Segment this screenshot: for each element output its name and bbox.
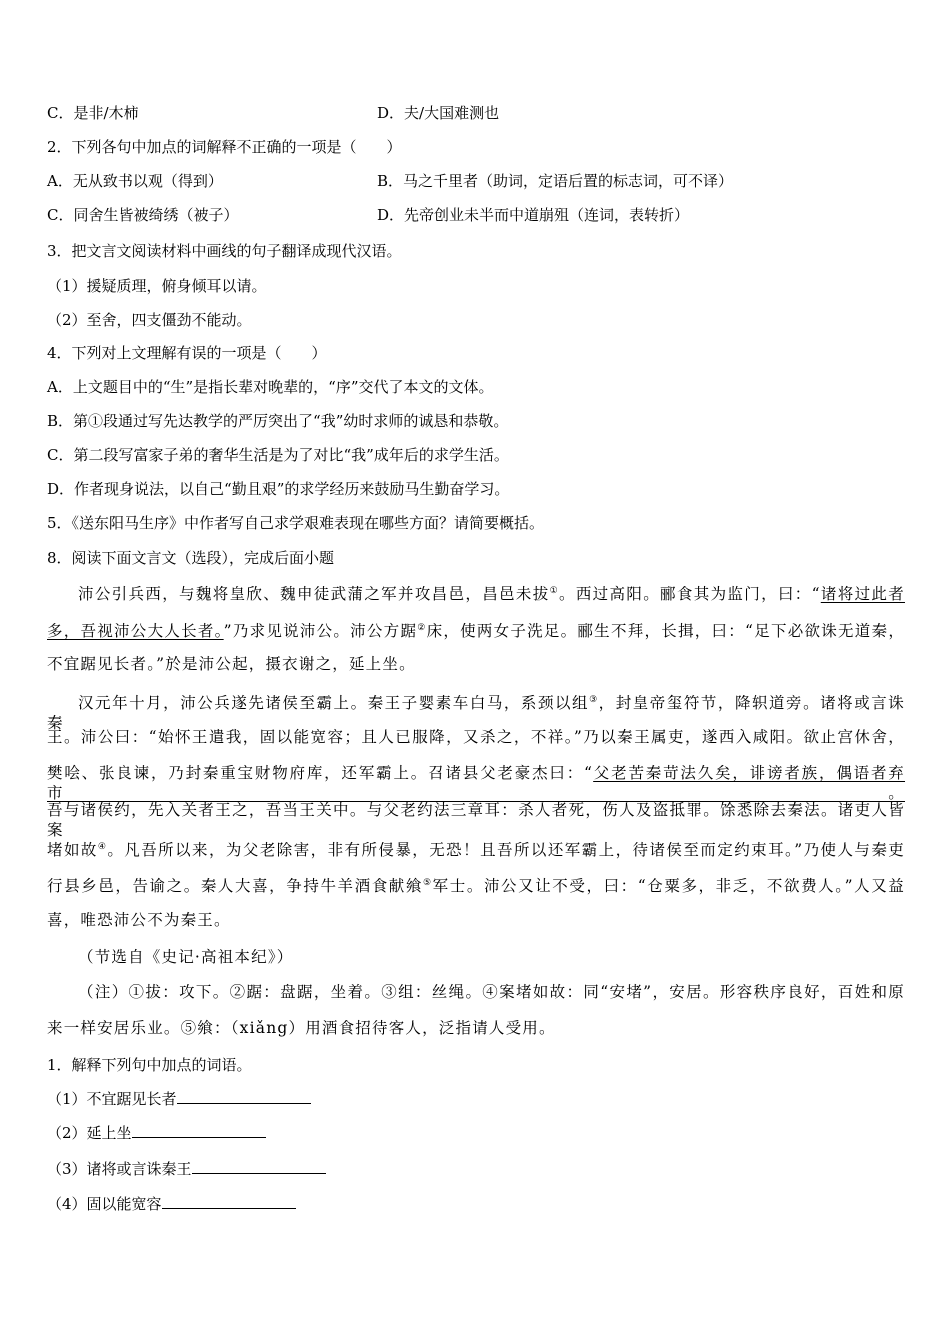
question-line	[47, 1159, 905, 1179]
passage-line	[47, 982, 905, 1002]
question-line	[47, 513, 905, 533]
line-text: （1）援疑质理，俯身倾耳以请。	[47, 277, 267, 295]
passage-line	[47, 910, 905, 930]
passage-line	[47, 581, 905, 604]
line-text: 2．下列各句中加点的词解释不正确的一项是（ ）	[47, 138, 402, 156]
passage-text: 汉元年十月，沛公兵遂先诸侯至霸上。秦王子婴素车白马，系颈以组	[78, 694, 590, 713]
line-text: 4．下列对上文理解有误的一项是（ ）	[47, 344, 327, 362]
question-line	[47, 548, 905, 568]
passage-text: 来一样安居乐业。⑤飨：（xiǎng）用酒食招待客人，泛指请人受用。	[47, 1019, 556, 1037]
question-line	[47, 1123, 905, 1143]
passage-text: 。西过高阳。郦食其为监门，曰：“	[559, 585, 821, 604]
passage-text: 喜，唯恐沛公不为秦王。	[47, 911, 231, 929]
question-line	[47, 205, 905, 225]
passage-text: 军士。沛公又让不受，曰：“仓粟多，非乏，不欲费人。”人又益	[432, 877, 906, 896]
question-line	[47, 276, 905, 296]
line-text: 5．《送东阳马生序》中作者写自己求学艰难表现在哪些方面？请简要概括。	[47, 514, 545, 532]
passage-text: 。凡吾所以来，为父老除害，非有所侵暴，无恐！且吾所以还军霸上，待诸侯至而定约束耳。”乃使人与秦吏	[107, 841, 905, 860]
passage-line	[47, 618, 905, 641]
footnote-marker: ①	[549, 586, 559, 596]
footnote-marker: ④	[97, 842, 108, 852]
passage-text: 沛公引兵西，与魏将皇欣、魏申徒武蒲之军并攻昌邑，昌邑未拔	[78, 585, 550, 604]
passage-text: （注）①拔：攻下。②踞：盘踞，坐着。③组：丝绳。④案堵如故：同“安堵”，安居。形容秩序良好，百姓和原	[78, 983, 905, 1001]
question-line	[47, 377, 905, 397]
passage-text: 王。沛公曰：“始怀王遣我，固以能宽容；且人已服降，又杀之，不祥。”乃以秦王属吏，遂西入咸阳。欲止宫休舍，	[47, 728, 905, 746]
question-line	[47, 343, 905, 363]
line-text: （2）至舍，四支僵劲不能动。	[47, 311, 252, 329]
passage-line	[47, 873, 905, 896]
answer-blank[interactable]	[177, 1089, 311, 1104]
question-line	[47, 445, 905, 465]
line-text: （1）不宜踞见长者	[47, 1090, 177, 1108]
passage-line	[47, 947, 905, 967]
line-text: （4）固以能宽容	[47, 1195, 162, 1213]
line-text: （2）延上坐	[47, 1124, 132, 1142]
passage-line	[47, 727, 905, 747]
passage-line	[47, 800, 905, 840]
question-line	[47, 1055, 905, 1075]
line-text: （3）诸将或言诛秦王	[47, 1160, 192, 1178]
underlined-sentence: 多，吾视沛公大人长者。	[47, 622, 224, 641]
line-text: C．同舍生皆被绮绣（被子）	[47, 206, 239, 224]
footnote-marker: ③	[589, 695, 599, 705]
passage-line	[47, 654, 905, 674]
option-right: D．夫/大国难测也	[377, 104, 500, 122]
line-text: 8．阅读下面文言文（选段），完成后面小题	[47, 549, 335, 567]
passage-line	[47, 763, 905, 803]
option-right: D．先帝创业未半而中道崩殂（连词，表转折）	[377, 206, 690, 224]
passage-text: 堵如故	[47, 841, 98, 860]
answer-blank[interactable]	[132, 1123, 266, 1138]
footnote-marker: ⑤	[423, 878, 433, 888]
passage-line	[47, 1018, 905, 1038]
line-text: C．是非/木柿	[47, 104, 139, 122]
line-text: D．作者现身说法，以自己“勤且艰”的求学经历来鼓励马生勤奋学习。	[47, 480, 510, 498]
passage-text: 床，使两女子洗足。郦生不拜，长揖，曰：“足下必欲诛无道秦，	[426, 622, 906, 641]
question-line	[47, 103, 905, 123]
question-line	[47, 171, 905, 191]
question-line	[47, 310, 905, 330]
answer-blank[interactable]	[162, 1194, 296, 1209]
line-text: A．无从致书以观（得到）	[47, 172, 223, 190]
passage-text: ”乃求见说沛公。沛公方踞	[223, 622, 418, 641]
line-text: A．上文题目中的“生”是指长辈对晚辈的，“序”交代了本文的文体。	[47, 378, 494, 396]
underlined-sentence: 父老苦秦苛法久矣，诽谤者族，偶语者弃市。	[47, 764, 906, 802]
passage-text: 樊哙、张良谏，乃封秦重宝财物府库，还军霸上。召诸县父老豪杰曰：“	[47, 764, 594, 782]
question-line	[47, 137, 905, 157]
passage-text: 吾与诸侯约，先入关者王之，吾当王关中。与父老约法三章耳：杀人者死，伤人及盗抵罪。馀悉除去秦法。诸吏人皆案	[47, 801, 905, 839]
passage-text: 行县乡邑，告谕之。秦人大喜，争持牛羊酒食献飨	[47, 877, 423, 896]
passage-text: （节选自《史记·高祖本纪》）	[78, 948, 294, 966]
line-text: 3．把文言文阅读材料中画线的句子翻译成现代汉语。	[47, 242, 402, 260]
line-text: B．第①段通过写先达教学的严厉突出了“我”幼时求师的诚恳和恭敬。	[47, 412, 509, 430]
passage-line	[47, 837, 905, 860]
passage-text: ，封皇帝玺符节，降轵道旁。诸将或言诛秦	[47, 694, 905, 733]
answer-blank[interactable]	[192, 1159, 326, 1174]
question-line	[47, 479, 905, 499]
question-line	[47, 1089, 905, 1109]
question-line	[47, 241, 905, 261]
underlined-sentence: 诸将过此者	[820, 585, 905, 604]
question-line	[47, 411, 905, 431]
line-text: 1．解释下列句中加点的词语。	[47, 1056, 252, 1074]
passage-text: 不宜踞见长者。”於是沛公起，摄衣谢之，延上坐。	[47, 655, 416, 673]
option-right: B．马之千里者（助词，定语后置的标志词，可不译）	[377, 172, 734, 190]
question-line	[47, 1194, 905, 1214]
footnote-marker: ②	[417, 623, 427, 633]
line-text: C．第二段写富家子弟的奢华生活是为了对比“我”成年后的求学生活。	[47, 446, 509, 464]
